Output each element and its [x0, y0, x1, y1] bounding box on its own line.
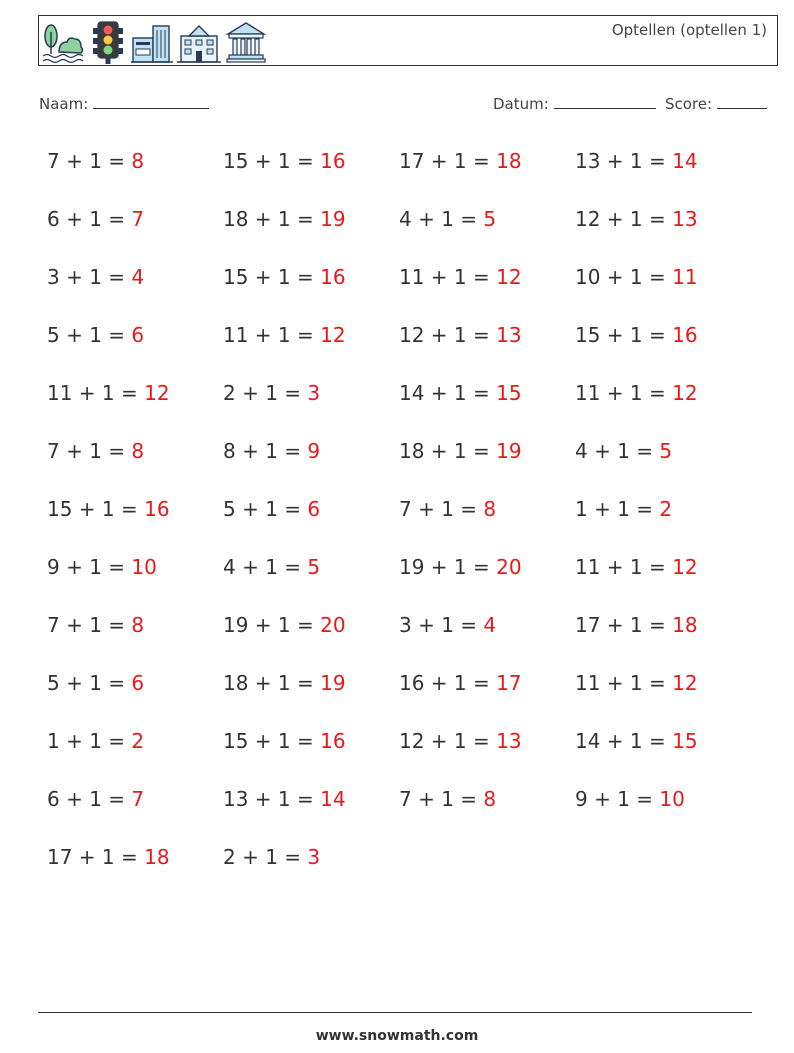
problem-answer: 3 [307, 845, 321, 869]
problem-question: 6 + 1 = [47, 787, 132, 811]
problem-cell [47, 378, 223, 436]
problem-row [47, 204, 767, 262]
problem-cell [575, 204, 751, 262]
problem-answer: 16 [320, 729, 346, 753]
problem-cell [399, 726, 575, 784]
problem-answer: 17 [496, 671, 522, 695]
nature-icon [41, 20, 85, 64]
problem-question: 11 + 1 = [47, 381, 145, 405]
problem-cell [399, 552, 575, 610]
problem-answer: 8 [483, 497, 497, 521]
problem-row [47, 262, 767, 320]
problem-question: 12 + 1 = [575, 207, 673, 231]
problem-row [47, 320, 767, 378]
name-label: Naam: [39, 95, 89, 113]
problem-cell [223, 668, 399, 726]
problem-question: 2 + 1 = [223, 845, 308, 869]
problem-question: 17 + 1 = [399, 149, 497, 173]
problem-cell [47, 204, 223, 262]
problem-question: 6 + 1 = [47, 207, 132, 231]
problem-answer: 18 [144, 845, 170, 869]
office-building-icon [131, 20, 173, 64]
problem-question: 19 + 1 = [399, 555, 497, 579]
problem-cell [223, 262, 399, 320]
problem-question: 14 + 1 = [575, 729, 673, 753]
problem-question: 7 + 1 = [399, 787, 484, 811]
problem-cell [223, 320, 399, 378]
problem-question: 15 + 1 = [47, 497, 145, 521]
problem-cell [399, 378, 575, 436]
problem-cell [47, 552, 223, 610]
problem-answer: 6 [131, 323, 145, 347]
problem-answer: 11 [672, 265, 698, 289]
problem-question: 15 + 1 = [223, 265, 321, 289]
problem-answer: 7 [131, 207, 145, 231]
score-label: Score: [665, 95, 713, 113]
problem-cell [223, 784, 399, 842]
problem-cell [47, 610, 223, 668]
problem-question: 3 + 1 = [399, 613, 484, 637]
problem-question: 3 + 1 = [47, 265, 132, 289]
problem-answer: 8 [131, 149, 145, 173]
problem-question: 17 + 1 = [47, 845, 145, 869]
problem-answer: 18 [672, 613, 698, 637]
problem-question: 7 + 1 = [399, 497, 484, 521]
problem-cell [399, 204, 575, 262]
problem-answer: 8 [131, 439, 145, 463]
problem-answer: 19 [320, 207, 346, 231]
problem-answer: 6 [131, 671, 145, 695]
problem-answer: 2 [659, 497, 673, 521]
problem-cell [223, 552, 399, 610]
problem-row [47, 494, 767, 552]
problem-cell [223, 842, 399, 900]
problem-cell [223, 146, 399, 204]
problem-answer: 14 [320, 787, 346, 811]
problem-question: 7 + 1 = [47, 439, 132, 463]
problem-question: 8 + 1 = [223, 439, 308, 463]
problem-answer: 13 [496, 323, 522, 347]
problem-cell [223, 726, 399, 784]
score-field [665, 93, 767, 113]
header-icons [41, 19, 267, 65]
problem-question: 1 + 1 = [47, 729, 132, 753]
problem-answer: 18 [496, 149, 522, 173]
problem-question: 13 + 1 = [223, 787, 321, 811]
problem-answer: 2 [131, 729, 145, 753]
problem-answer: 19 [320, 671, 346, 695]
problem-answer: 16 [672, 323, 698, 347]
problem-cell [47, 494, 223, 552]
problem-cell [223, 436, 399, 494]
problem-cell [575, 320, 751, 378]
problem-cell [47, 436, 223, 494]
problem-question: 15 + 1 = [223, 149, 321, 173]
problem-cell [575, 378, 751, 436]
problem-cell [575, 726, 751, 784]
problem-answer: 3 [307, 381, 321, 405]
problem-question: 4 + 1 = [223, 555, 308, 579]
problem-cell [575, 146, 751, 204]
problem-cell [575, 262, 751, 320]
problem-answer: 10 [659, 787, 685, 811]
problem-cell [575, 552, 751, 610]
problem-answer: 13 [496, 729, 522, 753]
footer-url: www.snowmath.com [315, 1028, 479, 1044]
problem-cell [223, 610, 399, 668]
problem-question: 5 + 1 = [47, 671, 132, 695]
problem-row [47, 378, 767, 436]
name-blank[interactable] [93, 93, 209, 109]
problem-question: 1 + 1 = [575, 497, 660, 521]
problem-answer: 16 [320, 265, 346, 289]
worksheet-title: Optellen (optellen 1) [611, 21, 767, 39]
problem-answer: 7 [131, 787, 145, 811]
problem-cell [47, 668, 223, 726]
problem-question: 5 + 1 = [223, 497, 308, 521]
footer-divider [38, 1012, 752, 1013]
problem-answer: 15 [672, 729, 698, 753]
problem-row [47, 610, 767, 668]
problem-question: 13 + 1 = [575, 149, 673, 173]
problem-question: 11 + 1 = [575, 555, 673, 579]
problem-row [47, 668, 767, 726]
problem-question: 12 + 1 = [399, 323, 497, 347]
problem-answer: 13 [672, 207, 698, 231]
problem-cell [399, 668, 575, 726]
problem-question: 11 + 1 = [575, 381, 673, 405]
date-blank[interactable] [554, 93, 656, 109]
problem-question: 17 + 1 = [575, 613, 673, 637]
problem-row [47, 436, 767, 494]
problem-cell [223, 494, 399, 552]
problem-answer: 20 [496, 555, 522, 579]
problem-answer: 12 [496, 265, 522, 289]
problem-question: 7 + 1 = [47, 149, 132, 173]
problem-answer: 12 [672, 381, 698, 405]
problem-question: 7 + 1 = [47, 613, 132, 637]
problem-answer: 5 [483, 207, 497, 231]
problem-cell [47, 726, 223, 784]
problem-cell [47, 262, 223, 320]
problem-answer: 19 [496, 439, 522, 463]
problem-answer: 8 [483, 787, 497, 811]
problem-question: 4 + 1 = [399, 207, 484, 231]
problem-question: 19 + 1 = [223, 613, 321, 637]
problem-row [47, 842, 767, 900]
problem-question: 15 + 1 = [223, 729, 321, 753]
problem-answer: 16 [320, 149, 346, 173]
problem-cell [399, 494, 575, 552]
problem-cell [399, 320, 575, 378]
problem-cell [47, 146, 223, 204]
problem-answer: 5 [659, 439, 673, 463]
problem-answer: 12 [320, 323, 346, 347]
museum-icon [225, 20, 267, 64]
problem-cell [399, 262, 575, 320]
problem-question: 16 + 1 = [399, 671, 497, 695]
problem-answer: 12 [672, 671, 698, 695]
problem-question: 9 + 1 = [575, 787, 660, 811]
problem-cell [399, 436, 575, 494]
problem-cell [399, 146, 575, 204]
problem-cell [399, 610, 575, 668]
problem-answer: 16 [144, 497, 170, 521]
problem-cell [223, 378, 399, 436]
problem-question: 12 + 1 = [399, 729, 497, 753]
problem-row [47, 146, 767, 204]
problem-question: 18 + 1 = [223, 207, 321, 231]
problem-cell [575, 610, 751, 668]
problem-cell [575, 784, 751, 842]
problem-cell [399, 784, 575, 842]
problem-answer: 20 [320, 613, 346, 637]
problem-answer: 10 [131, 555, 157, 579]
problem-cell [223, 204, 399, 262]
problem-question: 4 + 1 = [575, 439, 660, 463]
name-field [39, 93, 209, 113]
apartment-building-icon [177, 20, 221, 64]
problem-answer: 12 [144, 381, 170, 405]
problem-question: 2 + 1 = [223, 381, 308, 405]
problem-question: 18 + 1 = [223, 671, 321, 695]
problem-cell [575, 494, 751, 552]
problem-question: 11 + 1 = [223, 323, 321, 347]
problem-cell [575, 436, 751, 494]
header-box [38, 15, 778, 66]
traffic-light-icon [89, 20, 127, 64]
problem-question: 15 + 1 = [575, 323, 673, 347]
problem-question: 11 + 1 = [399, 265, 497, 289]
problem-answer: 5 [307, 555, 321, 579]
problem-question: 10 + 1 = [575, 265, 673, 289]
date-field [493, 93, 656, 113]
problem-answer: 15 [496, 381, 522, 405]
problem-row [47, 726, 767, 784]
problem-cell [575, 668, 751, 726]
problem-answer: 9 [307, 439, 321, 463]
problem-row [47, 784, 767, 842]
problem-answer: 4 [131, 265, 145, 289]
problem-question: 18 + 1 = [399, 439, 497, 463]
problem-answer: 14 [672, 149, 698, 173]
problem-question: 11 + 1 = [575, 671, 673, 695]
problem-answer: 6 [307, 497, 321, 521]
date-label: Datum: [493, 95, 549, 113]
problem-answer: 8 [131, 613, 145, 637]
problem-cell [47, 842, 223, 900]
problem-row [47, 552, 767, 610]
problem-cell [47, 320, 223, 378]
score-blank[interactable] [717, 93, 767, 109]
problem-grid [47, 146, 767, 900]
problem-answer: 4 [483, 613, 497, 637]
problem-cell [47, 784, 223, 842]
problem-answer: 12 [672, 555, 698, 579]
problem-question: 5 + 1 = [47, 323, 132, 347]
problem-question: 9 + 1 = [47, 555, 132, 579]
problem-question: 14 + 1 = [399, 381, 497, 405]
